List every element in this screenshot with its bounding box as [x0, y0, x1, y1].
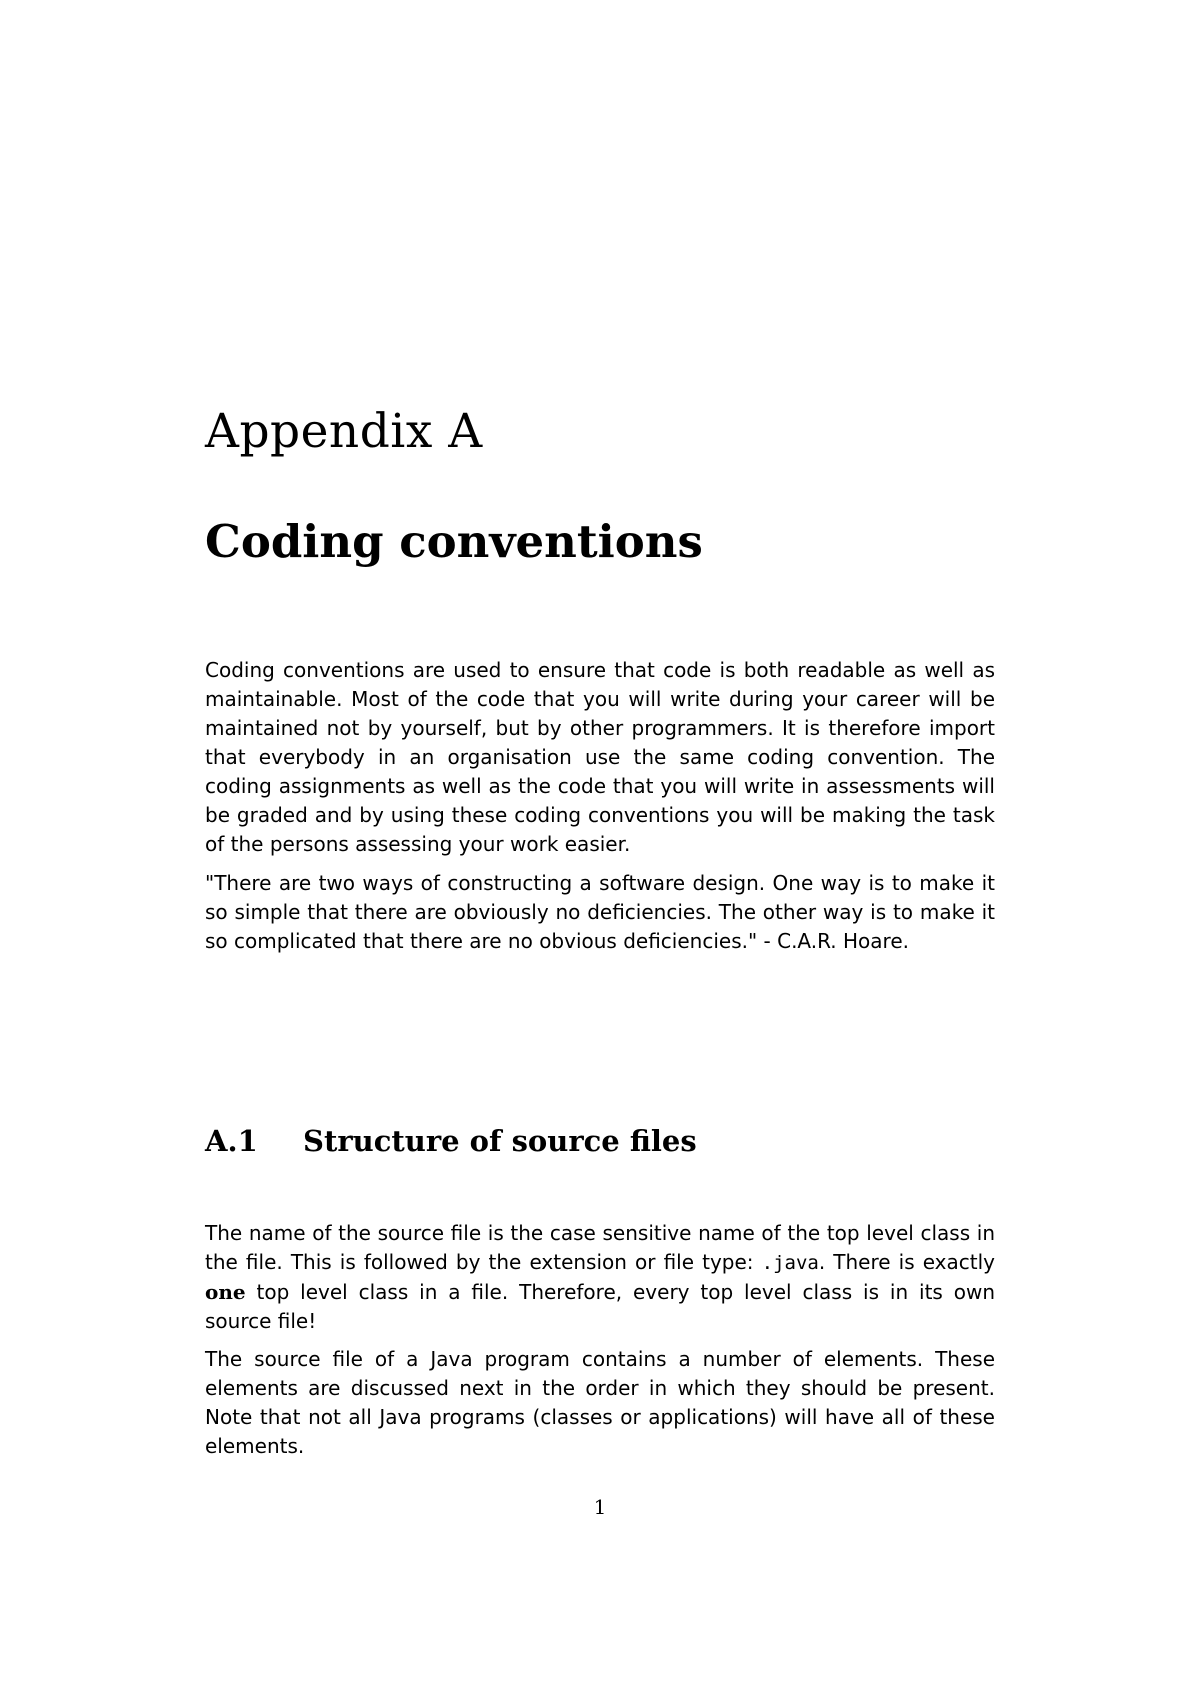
intro-paragraph: Coding conventions are used to ensure that code is both readable as well as maintainable. Most of the code that you will write during your career will be maintained not by yourself, but by other programmers. It is therefore import that everybody in an organisation use the same coding convention. The coding assignments as well as the code that you will write in assessments will be graded and by using these coding conventions you will be making the task of the persons assessing your work easier. — [205, 658, 995, 856]
source-elements-paragraph: The source file of a Java program contains a number of elements. These elements are discussed next in the order in which they should be present. Note that not all Java programs (classes or applications) will have all of these elements. — [205, 1347, 995, 1458]
page-number: 1 — [593, 1495, 607, 1519]
paragraph-text: The name of the source file is the case sensitive name of the top level class in the file. This is followed by the extension or file type: — [205, 1221, 995, 1274]
section-title: Structure of source files — [303, 1124, 697, 1158]
source-file-name-paragraph — [205, 1219, 995, 1336]
chapter-title: Coding conventions — [205, 515, 703, 568]
paragraph-text: top level class in a file. Therefore, every top level class is in its own source file! — [205, 1280, 995, 1333]
hoare-quote-paragraph: "There are two ways of constructing a software design. One way is to make it so simple that there are obviously no deficiencies. The other way is to make it so complicated that there are no obvious deficiencies." - C.A.R. Hoare. — [205, 871, 995, 953]
appendix-label: Appendix A — [205, 404, 483, 459]
section-number: A.1 — [205, 1124, 258, 1158]
section-heading — [205, 1119, 697, 1163]
paragraph-text: . There is exactly — [818, 1250, 996, 1274]
java-extension-code: .java — [761, 1252, 819, 1274]
emphasis-one: one — [205, 1280, 246, 1304]
